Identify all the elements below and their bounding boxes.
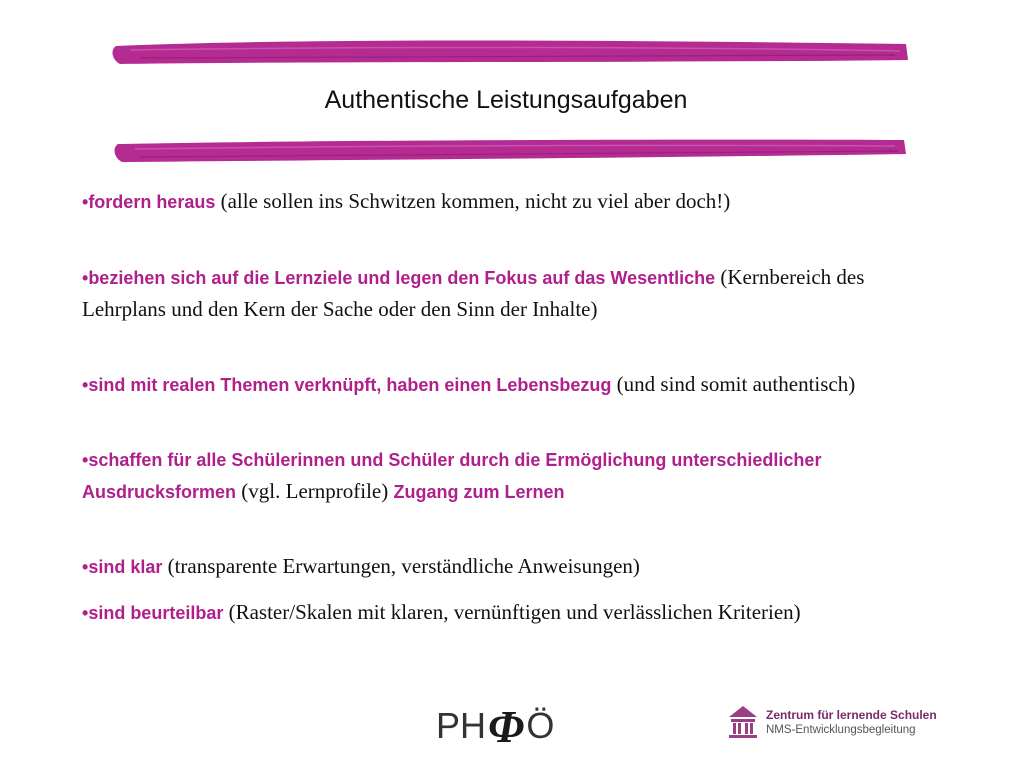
- zentrum-logo-subtitle: NMS-Entwicklungsbegleitung: [766, 724, 916, 736]
- pho-logo-part2: Ö: [526, 705, 555, 746]
- decorative-brush-stroke-bottom: [0, 130, 1024, 170]
- bullet-text: (Raster/Skalen mit klaren, vernünftigen und verlässlichen Kriterien): [223, 600, 801, 624]
- zentrum-logo-name: Zentrum für lernende Schulen: [766, 708, 937, 722]
- bullet-marker: •: [82, 375, 89, 395]
- bullet-text: (Kernbereich des Lehrplans und den Kern der Sache oder den Sinn der Inhalte): [82, 265, 865, 321]
- decorative-brush-stroke-top: [0, 30, 1024, 70]
- bullet-item-3: [82, 369, 932, 401]
- bullet-text: (transparente Erwartungen, verständliche Anweisungen): [162, 554, 640, 578]
- pho-logo: [436, 698, 554, 754]
- zentrum-logo: [726, 700, 966, 744]
- bullet-highlight: fordern heraus: [88, 192, 216, 212]
- bullet-marker: •: [82, 450, 89, 470]
- bullet-marker: •: [82, 557, 89, 577]
- bullet-text: (und sind somit authentisch): [611, 372, 856, 396]
- bullet-marker: •: [82, 603, 89, 623]
- bullet-highlight: schaffen für alle Schülerinnen und Schüler durch die Ermöglichung unterschiedlicher Ausdrucksformen: [82, 450, 822, 502]
- bullet-item-4: [82, 444, 932, 508]
- slide-title: Authentische Leistungsaufgaben: [324, 86, 688, 114]
- bullet-highlight: beziehen sich auf die Lernziele und legen den Fokus auf das Wesentliche: [88, 268, 716, 288]
- pho-logo-part1: PH: [436, 705, 487, 746]
- bullet-item-6: [82, 597, 932, 629]
- bullet-item-1: [82, 186, 932, 218]
- bullet-highlight: sind beurteilbar: [88, 603, 224, 623]
- bullet-list: [82, 186, 932, 629]
- bullet-highlight: sind klar: [88, 557, 163, 577]
- bullet-text: (vgl. Lernprofile): [236, 479, 394, 503]
- school-building-icon: [726, 703, 760, 741]
- bullet-marker: •: [82, 192, 89, 212]
- bullet-highlight-end: Zugang zum Lernen: [393, 482, 565, 502]
- bullet-highlight: sind mit realen Themen verknüpft, haben einen Lebensbezug: [88, 375, 612, 395]
- bullet-marker: •: [82, 268, 89, 288]
- pho-logo-phi: Φ: [488, 700, 525, 752]
- bullet-item-5: [82, 551, 932, 583]
- bullet-item-2: [82, 262, 932, 325]
- bullet-text: (alle sollen ins Schwitzen kommen, nicht zu viel aber doch!): [215, 189, 731, 213]
